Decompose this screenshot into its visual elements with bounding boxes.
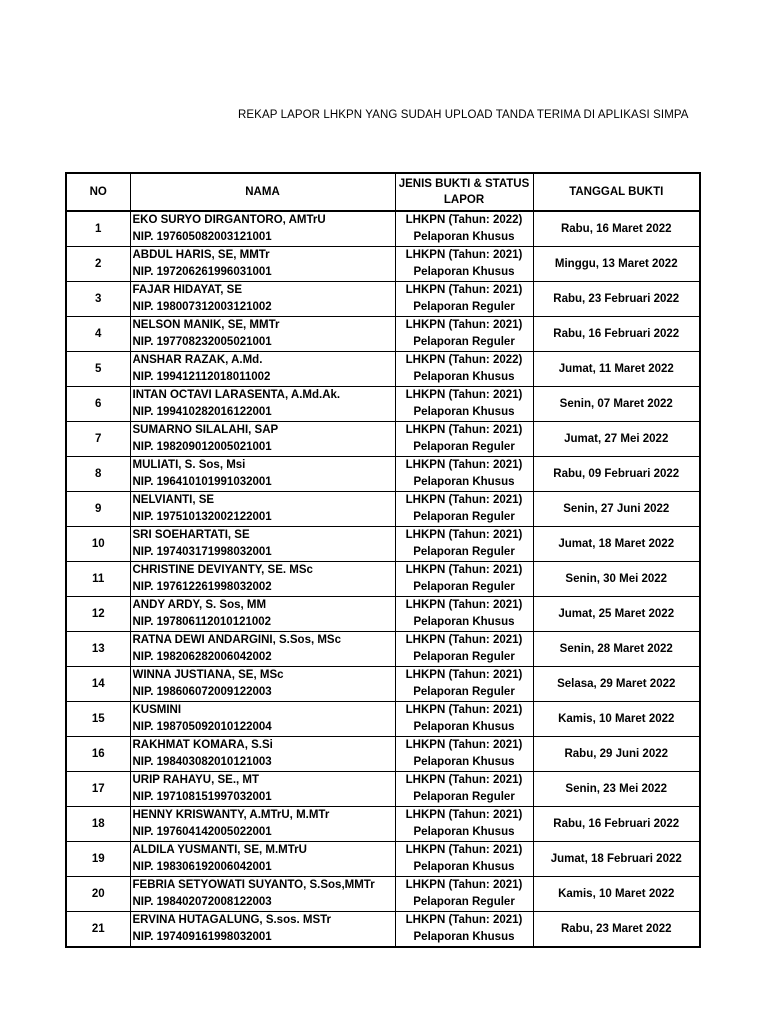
proof-date: Minggu, 13 Maret 2022 (533, 247, 700, 282)
employee-nip: NIP. 197409161998032001 (132, 931, 272, 943)
proof-date: Kamis, 10 Maret 2022 (533, 702, 700, 737)
row-number: 17 (66, 772, 130, 807)
name-cell (130, 877, 395, 912)
report-status: Pelaporan Reguler (413, 896, 515, 908)
employee-nip: NIP. 197206261996031001 (132, 266, 272, 278)
employee-name: SUMARNO SILALAHI, SAP (132, 424, 279, 436)
table-row (66, 282, 700, 317)
report-status: Pelaporan Reguler (413, 651, 515, 663)
report-type-cell (395, 562, 533, 597)
row-number: 19 (66, 842, 130, 877)
employee-name: FEBRIA SETYOWATI SUYANTO, S.Sos,MMTr (132, 879, 375, 891)
report-type-cell (395, 737, 533, 772)
name-cell (130, 492, 395, 527)
row-number: 4 (66, 317, 130, 352)
header-jenis-line1: JENIS BUKTI & STATUS (398, 178, 530, 190)
employee-nip: NIP. 198007312003121002 (132, 301, 272, 313)
employee-name: KUSMINI (132, 704, 182, 716)
report-status: Pelaporan Reguler (413, 546, 515, 558)
report-type-cell (395, 807, 533, 842)
report-type: LHKPN (Tahun: 2021) (405, 704, 523, 716)
row-number: 10 (66, 527, 130, 562)
report-type-cell (395, 527, 533, 562)
report-type: LHKPN (Tahun: 2021) (405, 914, 523, 926)
report-type: LHKPN (Tahun: 2021) (405, 249, 523, 261)
table-body (66, 211, 700, 947)
name-cell (130, 387, 395, 422)
row-number: 2 (66, 247, 130, 282)
report-status: Pelaporan Reguler (413, 511, 515, 523)
table-row (66, 842, 700, 877)
report-type: LHKPN (Tahun: 2021) (405, 844, 523, 856)
employee-name: MULIATI, S. Sos, Msi (132, 459, 246, 471)
proof-date: Senin, 23 Mei 2022 (533, 772, 700, 807)
employee-name: ANSHAR RAZAK, A.Md. (132, 354, 263, 366)
table-row (66, 772, 700, 807)
name-cell (130, 282, 395, 317)
row-number: 9 (66, 492, 130, 527)
name-cell (130, 562, 395, 597)
report-type: LHKPN (Tahun: 2021) (405, 879, 523, 891)
header-nama: NAMA (130, 173, 395, 211)
employee-name: EKO SURYO DIRGANTORO, AMTrU (132, 214, 326, 226)
report-type-cell (395, 422, 533, 457)
proof-date: Jumat, 25 Maret 2022 (533, 597, 700, 632)
report-type-cell (395, 597, 533, 632)
report-status: Pelaporan Reguler (413, 336, 515, 348)
employee-nip: NIP. 198606072009122003 (132, 686, 272, 698)
employee-name: ANDY ARDY, S. Sos, MM (132, 599, 267, 611)
name-cell (130, 317, 395, 352)
name-cell (130, 667, 395, 702)
report-status: Pelaporan Khusus (413, 756, 515, 768)
table-row (66, 211, 700, 247)
employee-name: ALDILA YUSMANTI, SE, M.MTrU (132, 844, 307, 856)
report-type: LHKPN (Tahun: 2021) (405, 774, 523, 786)
table-row (66, 352, 700, 387)
report-status: Pelaporan Khusus (413, 231, 515, 243)
name-cell (130, 352, 395, 387)
table-row (66, 597, 700, 632)
report-status: Pelaporan Reguler (413, 791, 515, 803)
proof-date: Rabu, 09 Februari 2022 (533, 457, 700, 492)
report-type: LHKPN (Tahun: 2021) (405, 739, 523, 751)
employee-name: ERVINA HUTAGALUNG, S.sos. MSTr (132, 914, 332, 926)
report-status: Pelaporan Khusus (413, 371, 515, 383)
table-row (66, 632, 700, 667)
report-type: LHKPN (Tahun: 2021) (405, 319, 523, 331)
employee-nip: NIP. 198209012005021001 (132, 441, 272, 453)
employee-name: RATNA DEWI ANDARGINI, S.Sos, MSc (132, 634, 341, 646)
report-type-cell (395, 492, 533, 527)
name-cell (130, 702, 395, 737)
report-type: LHKPN (Tahun: 2021) (405, 599, 523, 611)
report-status: Pelaporan Khusus (413, 721, 515, 733)
table-row (66, 422, 700, 457)
employee-name: RAKHMAT KOMARA, S.Si (132, 739, 273, 751)
report-status: Pelaporan Khusus (413, 931, 515, 943)
proof-date: Kamis, 10 Maret 2022 (533, 877, 700, 912)
row-number: 5 (66, 352, 130, 387)
proof-date: Jumat, 27 Mei 2022 (533, 422, 700, 457)
report-type-cell (395, 877, 533, 912)
proof-date: Rabu, 29 Juni 2022 (533, 737, 700, 772)
table-header-row (66, 173, 700, 211)
row-number: 14 (66, 667, 130, 702)
employee-name: NELVIANTI, SE (132, 494, 215, 506)
employee-nip: NIP. 197708232005021001 (132, 336, 272, 348)
proof-date: Senin, 30 Mei 2022 (533, 562, 700, 597)
row-number: 15 (66, 702, 130, 737)
employee-nip: NIP. 199410282016122001 (132, 406, 272, 418)
employee-nip: NIP. 197108151997032001 (132, 791, 272, 803)
report-type-cell (395, 632, 533, 667)
proof-date: Rabu, 16 Februari 2022 (533, 807, 700, 842)
employee-nip: NIP. 198402072008122003 (132, 896, 272, 908)
report-status: Pelaporan Khusus (413, 266, 515, 278)
report-type: LHKPN (Tahun: 2021) (405, 284, 523, 296)
employee-nip: NIP. 198705092010122004 (132, 721, 272, 733)
report-status: Pelaporan Khusus (413, 826, 515, 838)
name-cell (130, 632, 395, 667)
document-title: REKAP LAPOR LHKPN YANG SUDAH UPLOAD TANDA TERIMA DI APLIKASI SIMPA (238, 109, 689, 121)
report-type-cell (395, 702, 533, 737)
employee-nip: NIP. 197806112010121002 (132, 616, 272, 628)
report-type: LHKPN (Tahun: 2021) (405, 459, 523, 471)
proof-date: Rabu, 16 Februari 2022 (533, 317, 700, 352)
report-type: LHKPN (Tahun: 2021) (405, 424, 523, 436)
table-row (66, 247, 700, 282)
report-status: Pelaporan Reguler (413, 581, 515, 593)
report-type-cell (395, 912, 533, 948)
employee-name: INTAN OCTAVI LARASENTA, A.Md.Ak. (132, 389, 341, 401)
table-row (66, 912, 700, 948)
report-type: LHKPN (Tahun: 2021) (405, 389, 523, 401)
employee-name: ABDUL HARIS, SE, MMTr (132, 249, 270, 261)
proof-date: Rabu, 23 Maret 2022 (533, 912, 700, 948)
employee-nip: NIP. 198403082010121003 (132, 756, 272, 768)
name-cell (130, 842, 395, 877)
row-number: 16 (66, 737, 130, 772)
row-number: 12 (66, 597, 130, 632)
employee-name: FAJAR HIDAYAT, SE (132, 284, 242, 296)
report-type: LHKPN (Tahun: 2021) (405, 809, 523, 821)
employee-name: HENNY KRISWANTY, A.MTrU, M.MTr (132, 809, 330, 821)
proof-date: Senin, 07 Maret 2022 (533, 387, 700, 422)
report-type: LHKPN (Tahun: 2021) (405, 564, 523, 576)
employee-nip: NIP. 196410101991032001 (132, 476, 272, 488)
report-type-cell (395, 317, 533, 352)
report-type: LHKPN (Tahun: 2021) (405, 669, 523, 681)
employee-nip: NIP. 197604142005022001 (132, 826, 272, 838)
header-no: NO (66, 173, 130, 211)
header-jenis (395, 173, 533, 211)
table-row (66, 492, 700, 527)
report-type-cell (395, 211, 533, 247)
proof-date: Jumat, 18 Februari 2022 (533, 842, 700, 877)
employee-nip: NIP. 198206282006042002 (132, 651, 272, 663)
name-cell (130, 912, 395, 948)
report-type: LHKPN (Tahun: 2021) (405, 494, 523, 506)
employee-name: WINNA JUSTIANA, SE, MSc (132, 669, 284, 681)
table-row (66, 667, 700, 702)
proof-date: Senin, 28 Maret 2022 (533, 632, 700, 667)
table-row (66, 387, 700, 422)
report-type-cell (395, 352, 533, 387)
employee-nip: NIP. 197510132002122001 (132, 511, 272, 523)
report-table (65, 172, 701, 948)
table-row (66, 562, 700, 597)
row-number: 13 (66, 632, 130, 667)
table-row (66, 702, 700, 737)
proof-date: Jumat, 18 Maret 2022 (533, 527, 700, 562)
employee-nip: NIP. 198306192006042001 (132, 861, 272, 873)
report-type-cell (395, 667, 533, 702)
report-status: Pelaporan Khusus (413, 861, 515, 873)
report-status: Pelaporan Khusus (413, 616, 515, 628)
proof-date: Selasa, 29 Maret 2022 (533, 667, 700, 702)
employee-name: SRI SOEHARTATI, SE (132, 529, 250, 541)
header-tanggal: TANGGAL BUKTI (533, 173, 700, 211)
row-number: 8 (66, 457, 130, 492)
report-type-cell (395, 842, 533, 877)
proof-date: Rabu, 23 Februari 2022 (533, 282, 700, 317)
table-row (66, 317, 700, 352)
name-cell (130, 422, 395, 457)
employee-nip: NIP. 197403171998032001 (132, 546, 272, 558)
row-number: 18 (66, 807, 130, 842)
proof-date: Rabu, 16 Maret 2022 (533, 211, 700, 247)
report-type-cell (395, 772, 533, 807)
report-type-cell (395, 387, 533, 422)
report-status: Pelaporan Reguler (413, 441, 515, 453)
proof-date: Jumat, 11 Maret 2022 (533, 352, 700, 387)
name-cell (130, 247, 395, 282)
table-row (66, 807, 700, 842)
report-status: Pelaporan Khusus (413, 476, 515, 488)
proof-date: Senin, 27 Juni 2022 (533, 492, 700, 527)
name-cell (130, 597, 395, 632)
table-row (66, 457, 700, 492)
report-type-cell (395, 282, 533, 317)
employee-nip: NIP. 197612261998032002 (132, 581, 272, 593)
report-status: Pelaporan Reguler (413, 686, 515, 698)
row-number: 20 (66, 877, 130, 912)
name-cell (130, 807, 395, 842)
report-type-cell (395, 457, 533, 492)
report-type: LHKPN (Tahun: 2021) (405, 634, 523, 646)
employee-name: NELSON MANIK, SE, MMTr (132, 319, 280, 331)
employee-nip: NIP. 197605082003121001 (132, 231, 272, 243)
name-cell (130, 527, 395, 562)
table-row (66, 527, 700, 562)
employee-name: CHRISTINE DEVIYANTY, SE. MSc (132, 564, 313, 576)
table-row (66, 737, 700, 772)
report-type: LHKPN (Tahun: 2022) (405, 354, 523, 366)
report-status: Pelaporan Khusus (413, 406, 515, 418)
row-number: 11 (66, 562, 130, 597)
row-number: 1 (66, 211, 130, 247)
report-type: LHKPN (Tahun: 2022) (405, 214, 523, 226)
table-row (66, 877, 700, 912)
name-cell (130, 211, 395, 247)
report-type-cell (395, 247, 533, 282)
header-jenis-line2: LAPOR (443, 194, 485, 206)
employee-nip: NIP. 199412112018011002 (132, 371, 271, 383)
row-number: 6 (66, 387, 130, 422)
report-status: Pelaporan Reguler (413, 301, 515, 313)
name-cell (130, 772, 395, 807)
report-type: LHKPN (Tahun: 2021) (405, 529, 523, 541)
row-number: 3 (66, 282, 130, 317)
employee-name: URIP RAHAYU, SE., MT (132, 774, 260, 786)
name-cell (130, 737, 395, 772)
name-cell (130, 457, 395, 492)
row-number: 21 (66, 912, 130, 948)
row-number: 7 (66, 422, 130, 457)
